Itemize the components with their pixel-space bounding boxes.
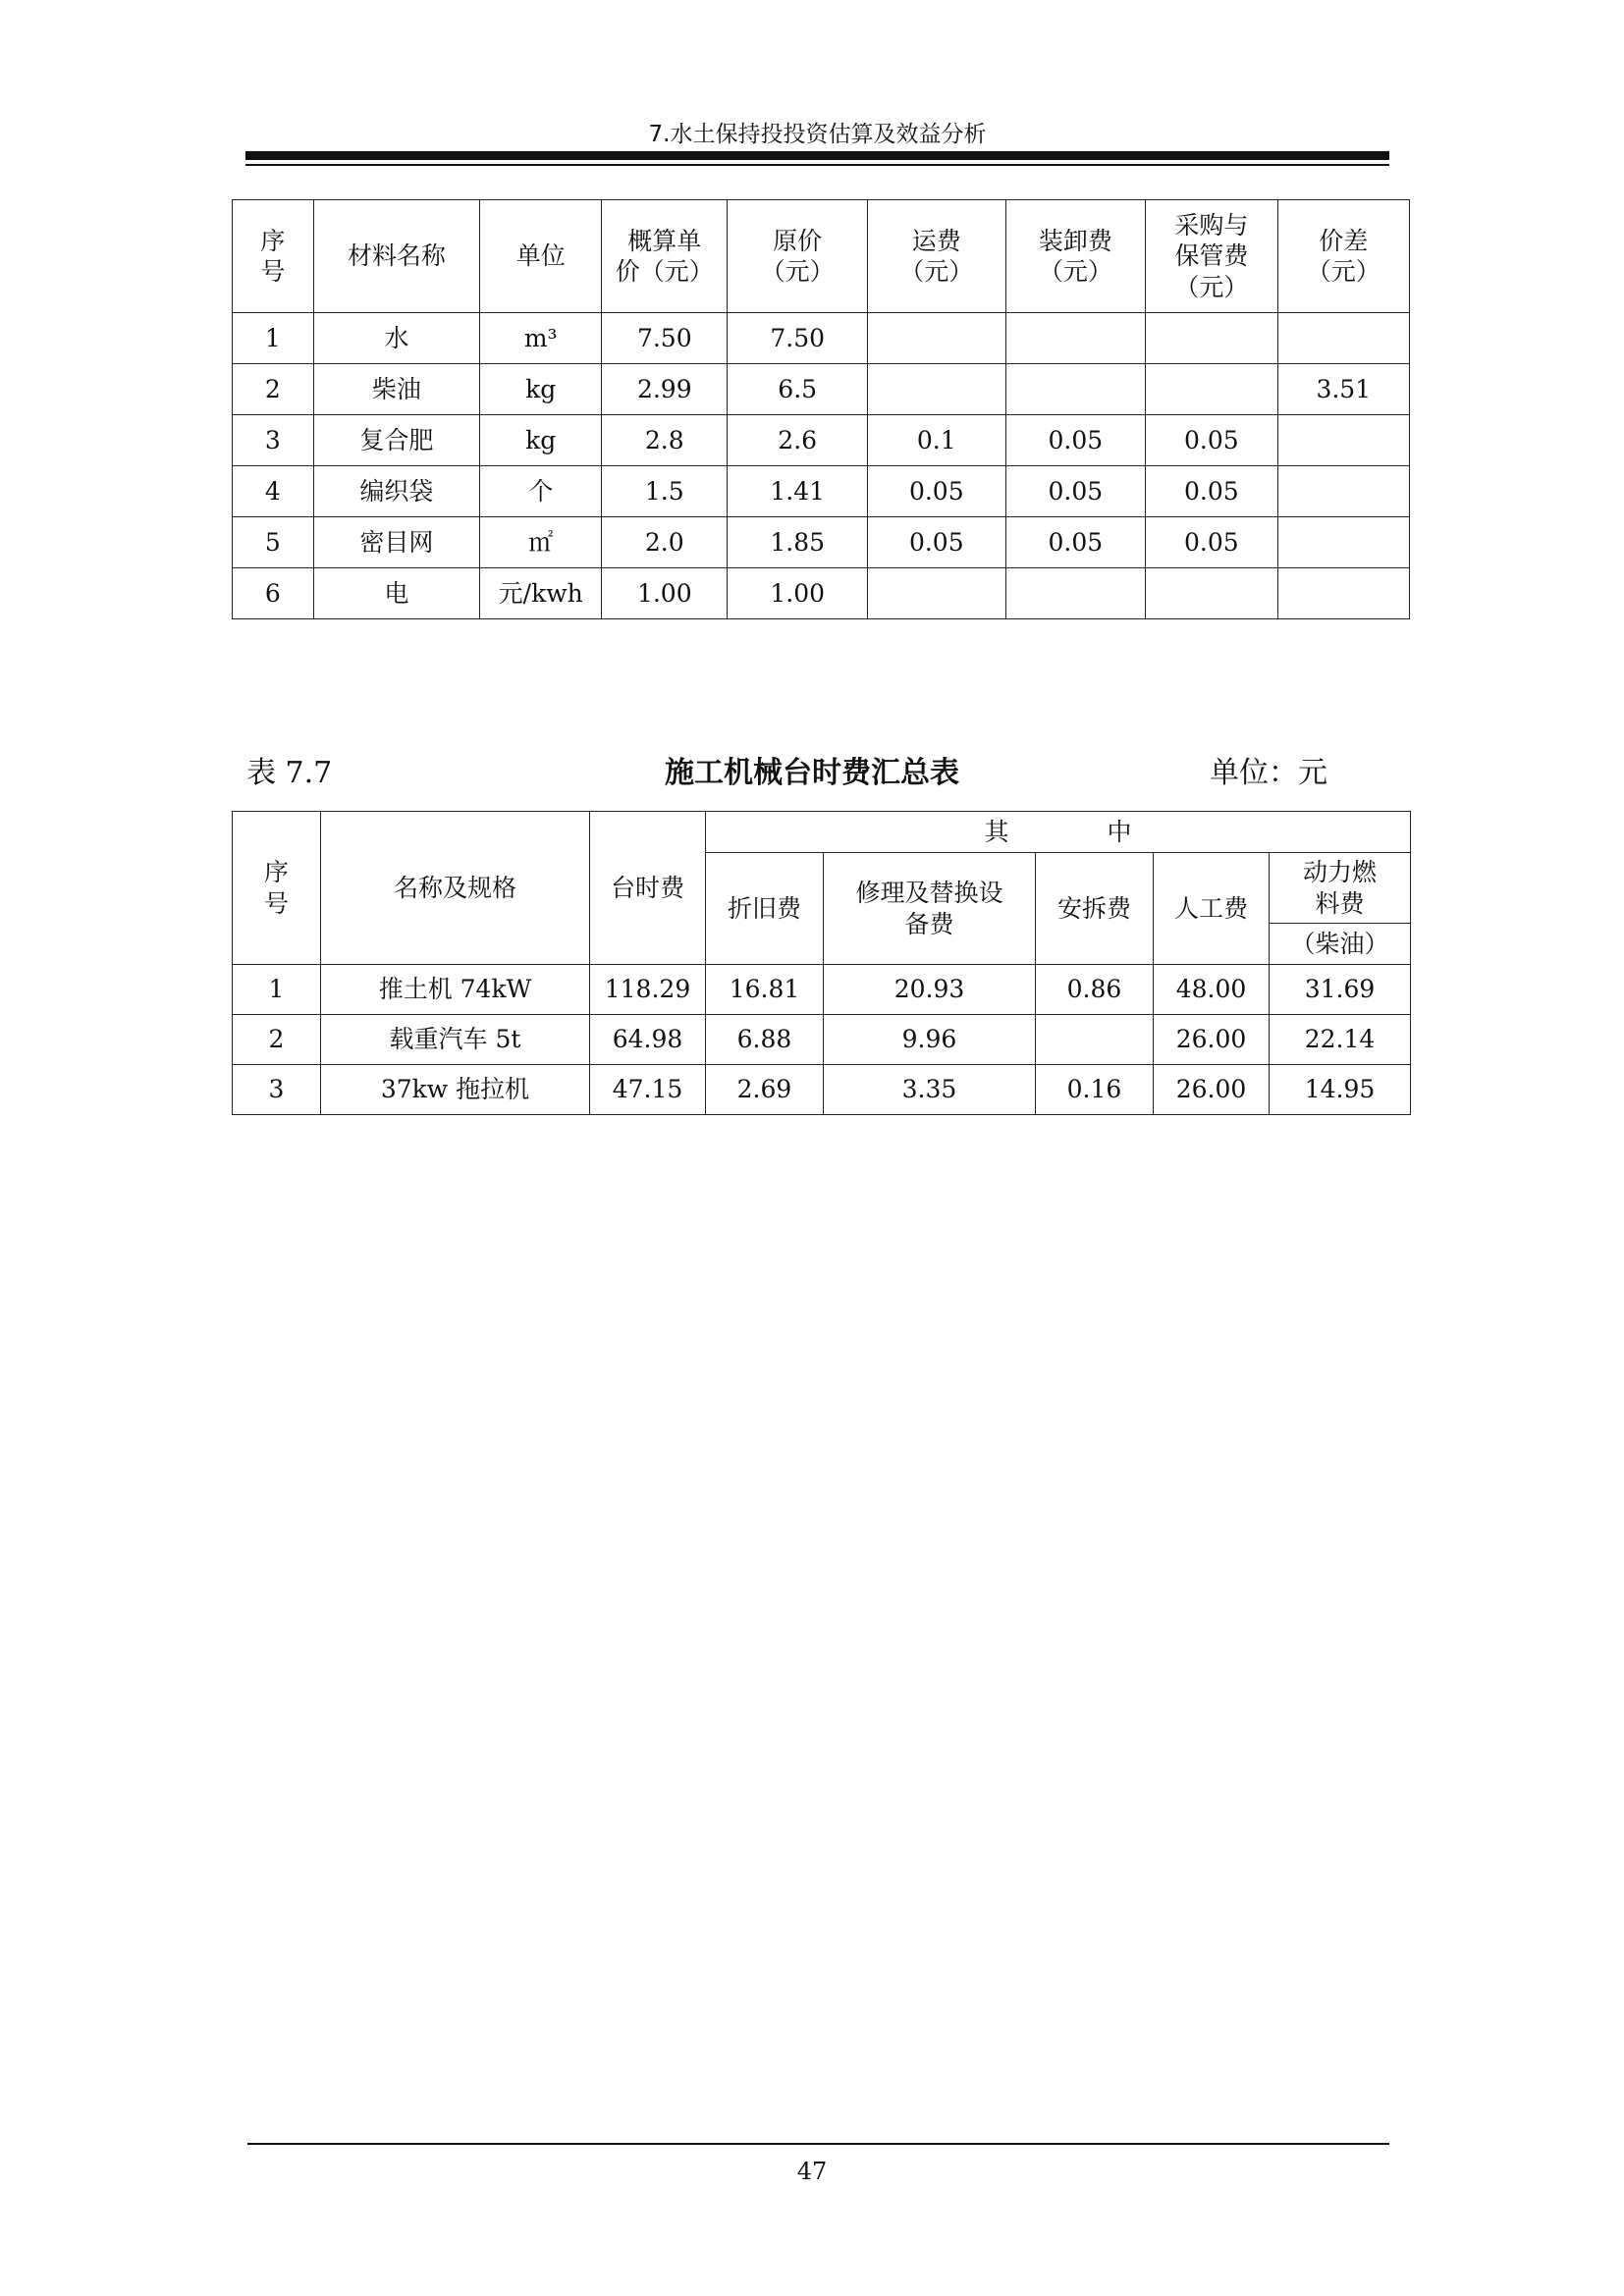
- material-price-table: [232, 199, 1410, 619]
- table-row: [233, 415, 1410, 466]
- table-cell: [868, 313, 1006, 364]
- table-cell: [1005, 568, 1146, 619]
- table-cell: [1005, 364, 1146, 415]
- table-cell: 密目网: [313, 517, 480, 568]
- table-cell: 1: [233, 965, 321, 1015]
- table-cell: 7.50: [728, 313, 868, 364]
- table-cell: 电: [313, 568, 480, 619]
- th-unit: 单位: [480, 200, 602, 313]
- th-procurement-storage: 采购与 保管费 （元）: [1146, 200, 1277, 313]
- table-cell: 个: [480, 466, 602, 517]
- table-cell: 0.05: [1146, 517, 1277, 568]
- table-row: [233, 1015, 1411, 1065]
- table-cell: 20.93: [824, 965, 1036, 1015]
- th-install-removal: 安拆费: [1036, 853, 1154, 965]
- th-original-price: 原价 （元）: [728, 200, 868, 313]
- table-row: [233, 965, 1411, 1015]
- table-cell: [1277, 568, 1409, 619]
- running-header: 7.水土保持投投资估算及效益分析: [648, 122, 987, 147]
- table-cell: 推土机 74kW: [321, 965, 590, 1015]
- th-freight: 运费 （元）: [868, 200, 1006, 313]
- th-price-difference: 价差 （元）: [1277, 200, 1409, 313]
- table-cell: [1036, 1015, 1154, 1065]
- table-cell: 载重汽车 5t: [321, 1015, 590, 1065]
- table-cell: 3: [233, 1065, 321, 1115]
- th-fuel-diesel: （柴油）: [1270, 924, 1411, 965]
- table-cell: kg: [480, 364, 602, 415]
- table-cell: 26.00: [1154, 1015, 1270, 1065]
- table-cell: 0.05: [1146, 466, 1277, 517]
- table-cell: [1277, 313, 1409, 364]
- table-cell: 6.88: [706, 1015, 824, 1065]
- table1-header-row: [233, 200, 1410, 313]
- th-depreciation: 折旧费: [706, 853, 824, 965]
- table-cell: 水: [313, 313, 480, 364]
- table-cell: 2: [233, 1015, 321, 1065]
- table-cell: kg: [480, 415, 602, 466]
- table-row: [233, 1065, 1411, 1115]
- table-row: [233, 466, 1410, 517]
- table-cell: 0.1: [868, 415, 1006, 466]
- table-cell: 3: [233, 415, 314, 466]
- header-rule-thick: [245, 151, 1389, 160]
- table-cell: 37kw 拖拉机: [321, 1065, 590, 1115]
- table-cell: 48.00: [1154, 965, 1270, 1015]
- table-cell: 1.41: [728, 466, 868, 517]
- table-cell: 1.00: [602, 568, 728, 619]
- table-cell: 1.85: [728, 517, 868, 568]
- header-rule-thin: [245, 164, 1389, 166]
- table-title: 施工机械台时费汇总表: [665, 756, 959, 790]
- table-cell: 0.16: [1036, 1065, 1154, 1115]
- th-budget-price: 概算单 价（元）: [602, 200, 728, 313]
- table-cell: 元/kwh: [480, 568, 602, 619]
- table-cell: 0.05: [1005, 517, 1146, 568]
- table-number: 表 7.7: [246, 756, 333, 790]
- page-number: 47: [796, 2158, 828, 2185]
- th-repair-replacement: 修理及替换设 备费: [824, 853, 1036, 965]
- table-cell: [1277, 415, 1409, 466]
- table-cell: 2.99: [602, 364, 728, 415]
- table-cell: 2: [233, 364, 314, 415]
- table-cell: 47.15: [590, 1065, 706, 1115]
- table-cell: 14.95: [1270, 1065, 1411, 1115]
- th-name-spec: 名称及规格: [321, 812, 590, 965]
- th-material-name: 材料名称: [313, 200, 480, 313]
- table-cell: 1.00: [728, 568, 868, 619]
- table-cell: [1146, 313, 1277, 364]
- table-cell: 16.81: [706, 965, 824, 1015]
- th-labor: 人工费: [1154, 853, 1270, 965]
- th-handling: 装卸费 （元）: [1005, 200, 1146, 313]
- table-row: [233, 364, 1410, 415]
- table-cell: 0.05: [1005, 466, 1146, 517]
- table-cell: [1277, 517, 1409, 568]
- footer-rule: [247, 2143, 1389, 2145]
- table-cell: 1.5: [602, 466, 728, 517]
- table-row: [233, 568, 1410, 619]
- table-cell: 26.00: [1154, 1065, 1270, 1115]
- th-hourly-cost: 台时费: [590, 812, 706, 965]
- table-cell: [1146, 364, 1277, 415]
- table-cell: [1146, 568, 1277, 619]
- table-cell: [1005, 313, 1146, 364]
- table-cell: 22.14: [1270, 1015, 1411, 1065]
- table-cell: 0.05: [1005, 415, 1146, 466]
- table-cell: 复合肥: [313, 415, 480, 466]
- table-cell: 2.0: [602, 517, 728, 568]
- table-cell: 0.86: [1036, 965, 1154, 1015]
- table-cell: 3.51: [1277, 364, 1409, 415]
- table-cell: 编织袋: [313, 466, 480, 517]
- table2-header-row-1: [233, 812, 1411, 853]
- table-cell: 9.96: [824, 1015, 1036, 1065]
- table-cell: 4: [233, 466, 314, 517]
- table-cell: [868, 568, 1006, 619]
- table-cell: 0.05: [868, 466, 1006, 517]
- table-cell: 2.6: [728, 415, 868, 466]
- machinery-hourly-cost-table: [232, 811, 1411, 1115]
- table-cell: 2.69: [706, 1065, 824, 1115]
- table-cell: [1277, 466, 1409, 517]
- th-seq: 序 号: [233, 812, 321, 965]
- table-cell: m³: [480, 313, 602, 364]
- table-cell: 0.05: [868, 517, 1006, 568]
- th-fuel-power: 动力燃 料费: [1270, 853, 1411, 924]
- table-row: [233, 313, 1410, 364]
- table-cell: 0.05: [1146, 415, 1277, 466]
- th-seq: 序 号: [233, 200, 314, 313]
- table-cell: 6: [233, 568, 314, 619]
- table-cell: [868, 364, 1006, 415]
- table-cell: 5: [233, 517, 314, 568]
- table-cell: ㎡: [480, 517, 602, 568]
- table-row: [233, 517, 1410, 568]
- table-cell: 118.29: [590, 965, 706, 1015]
- table-cell: 7.50: [602, 313, 728, 364]
- table-cell: 2.8: [602, 415, 728, 466]
- table-cell: 6.5: [728, 364, 868, 415]
- table-cell: 64.98: [590, 1015, 706, 1065]
- table-cell: 1: [233, 313, 314, 364]
- table-cell: 柴油: [313, 364, 480, 415]
- th-breakdown-group: 其 中: [706, 812, 1411, 853]
- table-unit: 单位：元: [1210, 756, 1327, 790]
- table-cell: 3.35: [824, 1065, 1036, 1115]
- table-cell: 31.69: [1270, 965, 1411, 1015]
